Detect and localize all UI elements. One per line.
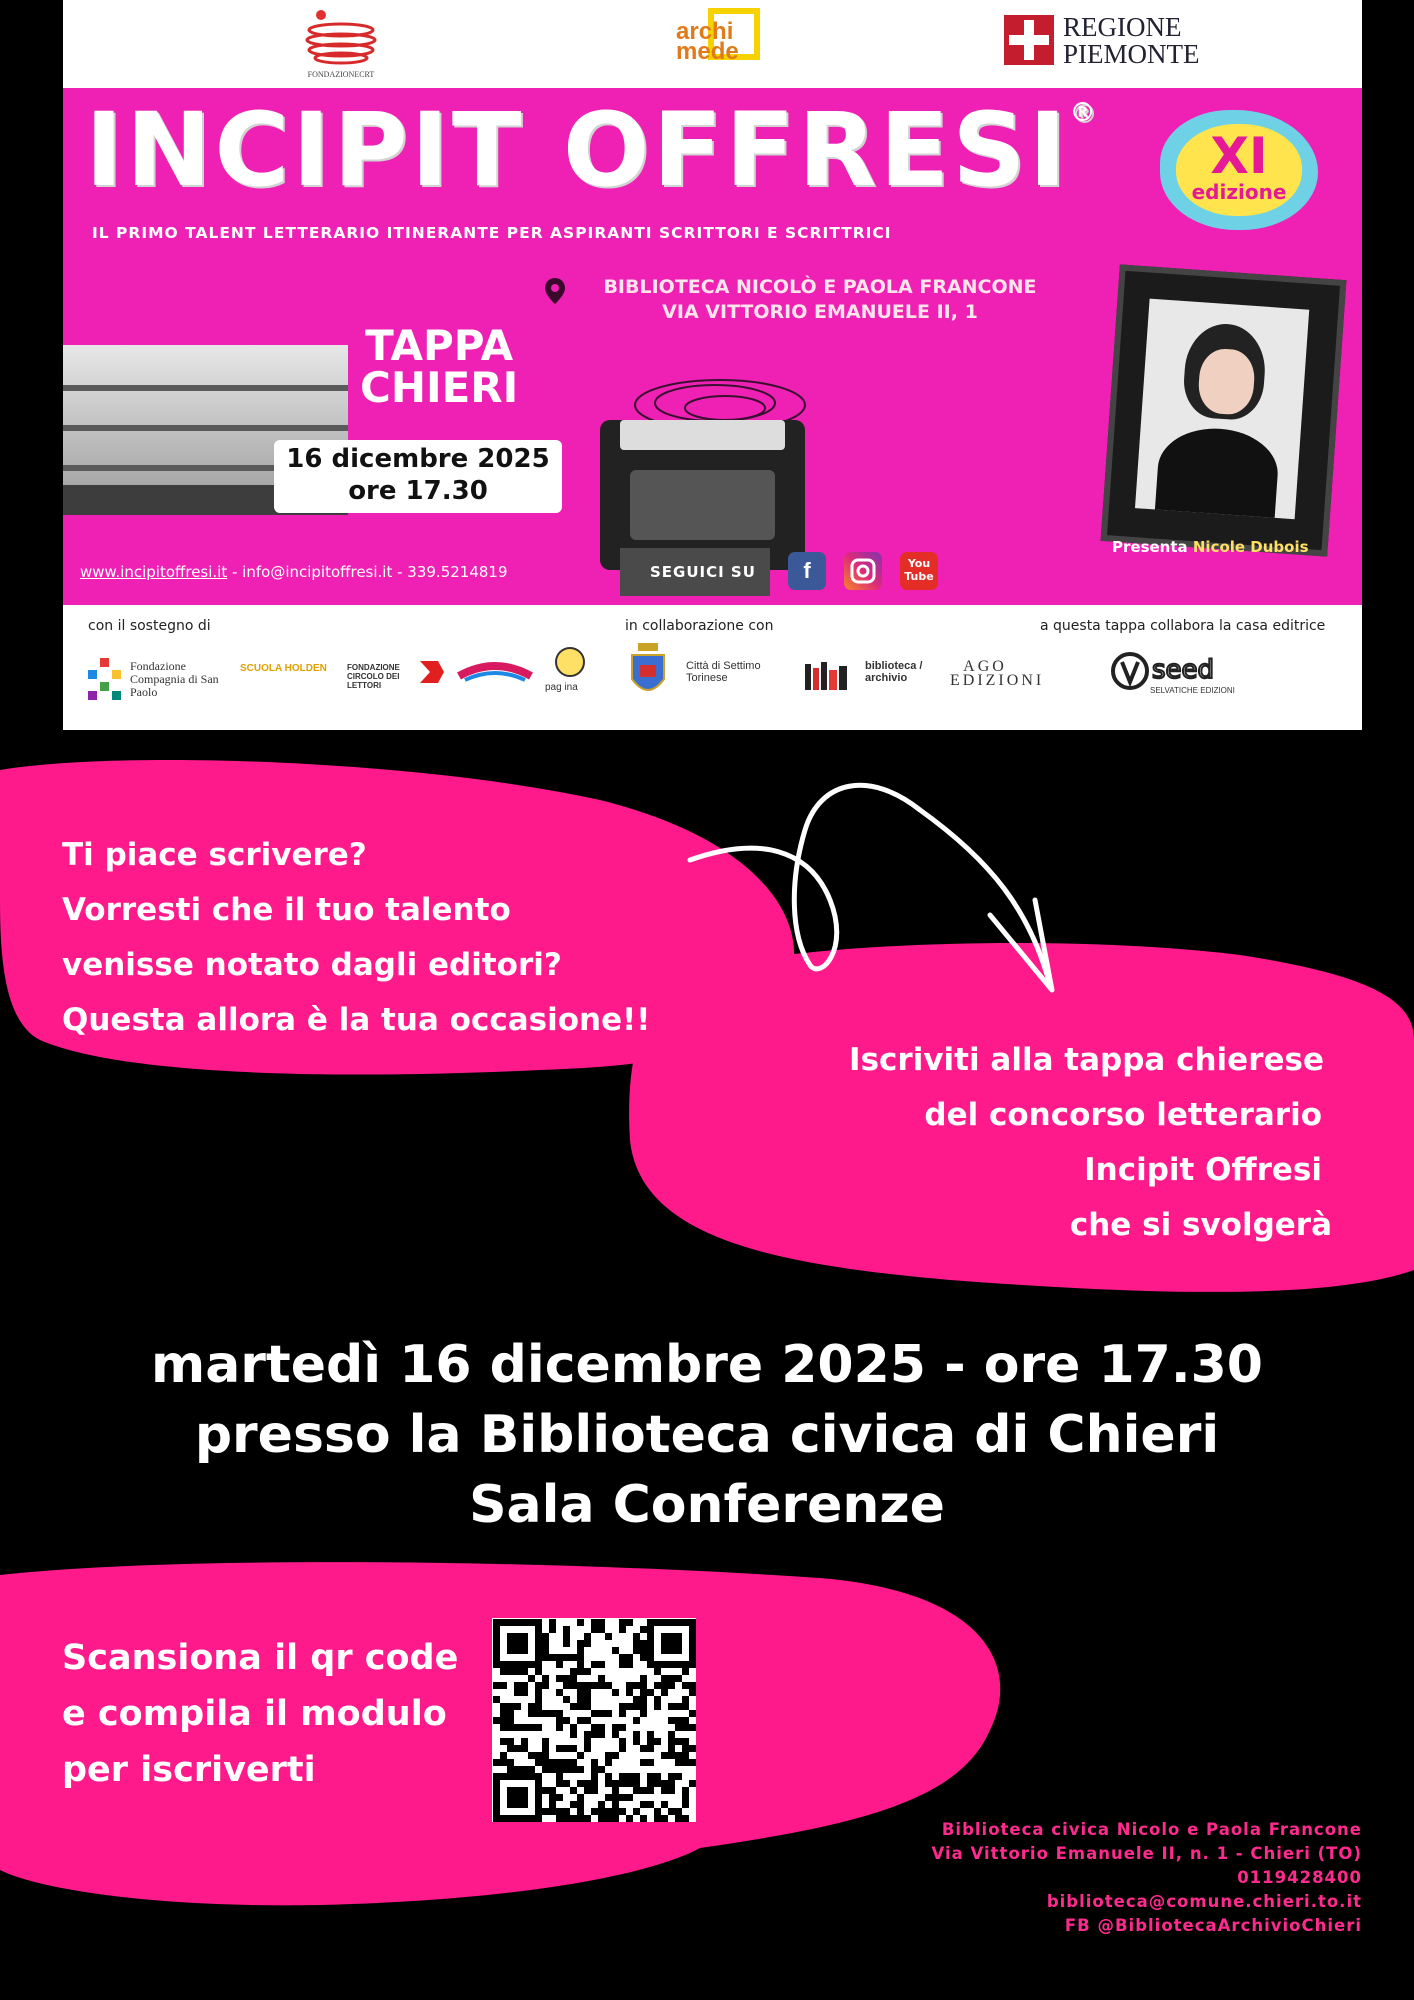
settimo-crest-icon bbox=[628, 643, 668, 707]
circolo-lettori-logo: FONDAZIONE CIRCOLO DEI LETTORI bbox=[347, 663, 400, 690]
seed-edizioni-label: SELVATICHE EDIZIONI bbox=[1150, 686, 1235, 695]
question-line-3: venisse notato dagli editori? bbox=[62, 947, 562, 983]
settimo-torinese-logo: Città di Settimo Torinese bbox=[686, 660, 761, 684]
facebook-icon[interactable]: f bbox=[788, 552, 826, 590]
compagnia-sanpaolo-logo: Fondazione Compagnia di San Paolo bbox=[130, 659, 219, 699]
archimede-logo bbox=[672, 8, 774, 72]
circolo-arrow-icon bbox=[418, 657, 446, 691]
presenter-name: Nicole Dubois bbox=[1192, 538, 1309, 556]
scan-line-2: e compila il modulo bbox=[62, 1694, 447, 1734]
pagina-logo: pag ina bbox=[545, 682, 578, 693]
invite-line-1: Iscriviti alla tappa chierese bbox=[849, 1042, 1324, 1078]
fondazione-logo bbox=[296, 8, 386, 83]
tappa-line-1: TAPPA bbox=[365, 321, 514, 370]
invite-line-4: che si svolgerà bbox=[1069, 1207, 1332, 1243]
registration-qr-code[interactable] bbox=[492, 1618, 696, 1822]
pagina-logo-icon bbox=[553, 645, 587, 683]
tappa-line-2: CHIERI bbox=[360, 363, 519, 412]
banner-title bbox=[85, 91, 1099, 210]
edition-number: XI bbox=[1210, 127, 1268, 185]
website-link[interactable]: www.incipitoffresi.it bbox=[80, 563, 228, 581]
tappa-label bbox=[360, 321, 519, 412]
library-address: Via Vittorio Emanuele II, n. 1 - Chieri (TO) bbox=[931, 1844, 1362, 1863]
regione-label: REGIONE PIEMONTE bbox=[1063, 12, 1200, 69]
venue-street: VIA VITTORIO EMANUELE II, 1 bbox=[662, 301, 978, 323]
archimede-text: archi mede bbox=[676, 18, 739, 65]
presenter-credit bbox=[1112, 538, 1309, 556]
library-phone: 0119428400 bbox=[1237, 1868, 1362, 1887]
invite-line-3: Incipit Offresi bbox=[1084, 1152, 1322, 1188]
event-details bbox=[0, 1330, 1414, 1540]
event-room: Sala Conferenze bbox=[469, 1475, 945, 1535]
question-line-2: Vorresti che il tuo talento bbox=[62, 892, 511, 928]
collab-label: in collaborazione con bbox=[625, 618, 774, 634]
venue-name: BIBLIOTECA NICOLÒ E PAOLA FRANCONE bbox=[603, 276, 1037, 298]
edition-label: edizione bbox=[1191, 180, 1287, 204]
banner-time: ore 17.30 bbox=[348, 476, 488, 506]
banner-date-box bbox=[274, 440, 562, 513]
question-line-1: Ti piace scrivere? bbox=[62, 837, 367, 873]
library-name: Biblioteca civica Nicolo e Paola Francone bbox=[941, 1820, 1362, 1839]
library-facebook[interactable]: FB @BibliotecaArchivioChieri bbox=[1064, 1916, 1362, 1935]
fondazione-label: FONDAZIONECRT bbox=[307, 70, 375, 79]
event-datetime: martedì 16 dicembre 2025 - ore 17.30 bbox=[151, 1335, 1263, 1395]
svg-text:seed: seed bbox=[1152, 655, 1215, 685]
instagram-icon[interactable] bbox=[844, 552, 882, 590]
follow-us-label: SEGUICI SU bbox=[650, 563, 756, 581]
youtube-icon[interactable]: You Tube bbox=[900, 552, 938, 590]
fondazione-swirl-icon bbox=[296, 8, 386, 66]
trademark-mark: ® bbox=[1069, 98, 1099, 128]
library-contacts bbox=[800, 1818, 1362, 1938]
scan-line-3: per iscriverti bbox=[62, 1750, 316, 1790]
intro-questions bbox=[62, 828, 650, 1048]
qr-code-icon bbox=[492, 1618, 696, 1822]
venue-address bbox=[560, 275, 1080, 325]
support-label: con il sostegno di bbox=[88, 618, 211, 634]
library-email[interactable]: biblioteca@comune.chieri.to.it bbox=[1046, 1892, 1362, 1911]
biblioteca-archivio-logo: biblioteca / archivio bbox=[865, 660, 923, 684]
banner-title-text: INCIPIT OFFRESI bbox=[85, 91, 1070, 210]
edition-badge bbox=[1176, 124, 1302, 216]
banner-contacts bbox=[80, 563, 508, 581]
event-venue: presso la Biblioteca civica di Chieri bbox=[194, 1405, 1220, 1465]
scuola-holden-logo: SCUOLA HOLDEN bbox=[240, 663, 327, 674]
biblioteca-archivio-mark-icon bbox=[805, 660, 855, 696]
email-phone: - info@incipitoffresi.it - 339.5214819 bbox=[227, 563, 508, 581]
presenta-label: Presenta bbox=[1112, 538, 1188, 556]
presenter-photo bbox=[1101, 264, 1347, 556]
publisher-label: a questa tappa collabora la casa editrice bbox=[1040, 618, 1326, 634]
qr-instructions bbox=[62, 1630, 458, 1798]
banner-subtitle: IL PRIMO TALENT LETTERARIO ITINERANTE PER ASPIRANTI SCRITTORI E SCRITTRICI bbox=[92, 224, 892, 242]
compagnia-mark-icon bbox=[88, 658, 122, 704]
registration-invite bbox=[720, 1033, 1332, 1253]
presenter-portrait bbox=[1135, 299, 1309, 520]
invite-line-2: del concorso letterario bbox=[924, 1097, 1322, 1133]
scan-line-1: Scansiona il qr code bbox=[62, 1638, 459, 1678]
banner-date: 16 dicembre 2025 bbox=[286, 444, 550, 474]
regione-shield-icon bbox=[1003, 14, 1055, 66]
question-line-4: Questa allora è la tua occasione!! bbox=[62, 1002, 651, 1038]
ago-edizioni-logo: AGO EDIZIONI bbox=[950, 658, 1045, 689]
regione-piemonte-logo bbox=[1003, 14, 1203, 74]
colorful-sponsor-logo bbox=[455, 660, 535, 684]
